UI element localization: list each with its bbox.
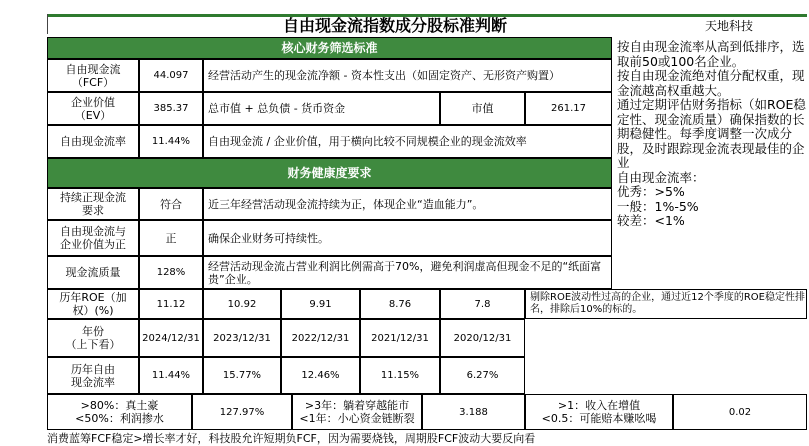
fcf-rate-label: 自由现金流率 [47, 125, 139, 158]
hist-fcf-label: 历年自由 现金流率 [47, 357, 139, 394]
cash-quality-value: 127.97% [192, 394, 292, 430]
header-tick [47, 14, 48, 34]
roe-cell: 9.91 [281, 289, 360, 319]
hist-cell: 11.44% [139, 357, 203, 394]
page-title: 自由现金流指数成分股标准判断 [282, 16, 507, 35]
fcf-desc: 经营活动产生的现金流净额 - 资本性支出（如固定资产、无形资产购置） [203, 59, 612, 92]
year-cell: 2020/12/31 [440, 319, 525, 357]
ev-desc: 总市值 + 总负债 - 货币资金 [203, 92, 440, 125]
section-core-financial: 核心财务筛选标准 [47, 37, 612, 59]
market-cap-label: 市值 [440, 92, 525, 125]
hist-cell: 11.15% [360, 357, 440, 394]
year-cell: 2021/12/31 [360, 319, 440, 357]
fcf-ev-value: 正 [139, 220, 203, 256]
hist-cell: 15.77% [203, 357, 281, 394]
year-cell: 2023/12/31 [203, 319, 281, 357]
section-financial-health: 财务健康度要求 [47, 158, 612, 188]
cash-runway-legend: >3年：躺着穿越能市 <1年：小心资金链断裂 [292, 394, 422, 430]
sustain-label: 持续正现金流 要求 [47, 188, 139, 220]
fcf-ev-desc: 确保企业财务可持续性。 [203, 220, 612, 256]
year-cell: 2022/12/31 [281, 319, 360, 357]
hist-cell: 12.46% [281, 357, 360, 394]
roe-cell: 8.76 [360, 289, 440, 319]
index-rules-notes: 按自由现金流率从高到低排序，选取前50或100名企业。 按自由现金流绝对值分配权重，现金流越高权重越大。 通过定期评估财务指标（如ROE稳定性、现金流质量）确保指数的长期稳健性。每季度调整一次成分股，及时跟踪现金流表现最佳的企业 自由现金流率： 优秀：>5% 一般：1%-5% 较差：<1% [617, 40, 806, 228]
hist-cell: 6.27% [440, 357, 525, 394]
fcf-rate-value: 11.44% [139, 125, 203, 158]
footer-note: 消费蓝筹FCF稳定>增长率才好，科技股允许短期负FCF，因为需要烧钱，周期股FCF波动大要反向看 [47, 432, 536, 445]
years-label: 年份 （上下看） [47, 319, 139, 357]
quality-label: 现金流质量 [47, 256, 139, 289]
revenue-growth-value: 0.02 [673, 394, 807, 430]
cash-runway-value: 3.188 [422, 394, 525, 430]
fcf-ev-label: 自由现金流与 企业价值为正 [47, 220, 139, 256]
year-cell: 2024/12/31 [139, 319, 203, 357]
roe-cell: 7.8 [440, 289, 525, 319]
quality-desc: 经营活动现金流占营业利润比例需高于70%，避免利润虚高但现金不足的“纸面富贵”企业。 [203, 256, 612, 289]
fcf-label: 自由现金流 （FCF） [47, 59, 139, 92]
revenue-growth-legend: >1：收入在增值 <0.5：可能赔本赚吆喝 [525, 394, 673, 430]
sustain-desc: 近三年经营活动现金流持续为正，体现企业“造血能力”。 [203, 188, 612, 220]
roe-cell: 10.92 [203, 289, 281, 319]
ev-value: 385.37 [139, 92, 203, 125]
fcf-rate-desc: 自由现金流 / 企业价值，用于横向比较不同规模企业的现金流效率 [203, 125, 612, 158]
roe-label: 历年ROE（加 权）(%) [47, 289, 139, 319]
quality-value: 128% [139, 256, 203, 289]
brand-label: 天地科技 [705, 19, 754, 33]
sustain-value: 符合 [139, 188, 203, 220]
roe-cell: 11.12 [139, 289, 203, 319]
market-cap-value: 261.17 [525, 92, 612, 125]
fcf-value: 44.097 [139, 59, 203, 92]
ev-label: 企业价值 （EV） [47, 92, 139, 125]
roe-note: 剔除ROE波动性过高的企业，通过近12个季度的ROE稳定性排名，排除后10%的标的。 [525, 289, 807, 319]
cash-quality-legend: >80%：真土豪 <50%：利润掺水 [47, 394, 192, 430]
